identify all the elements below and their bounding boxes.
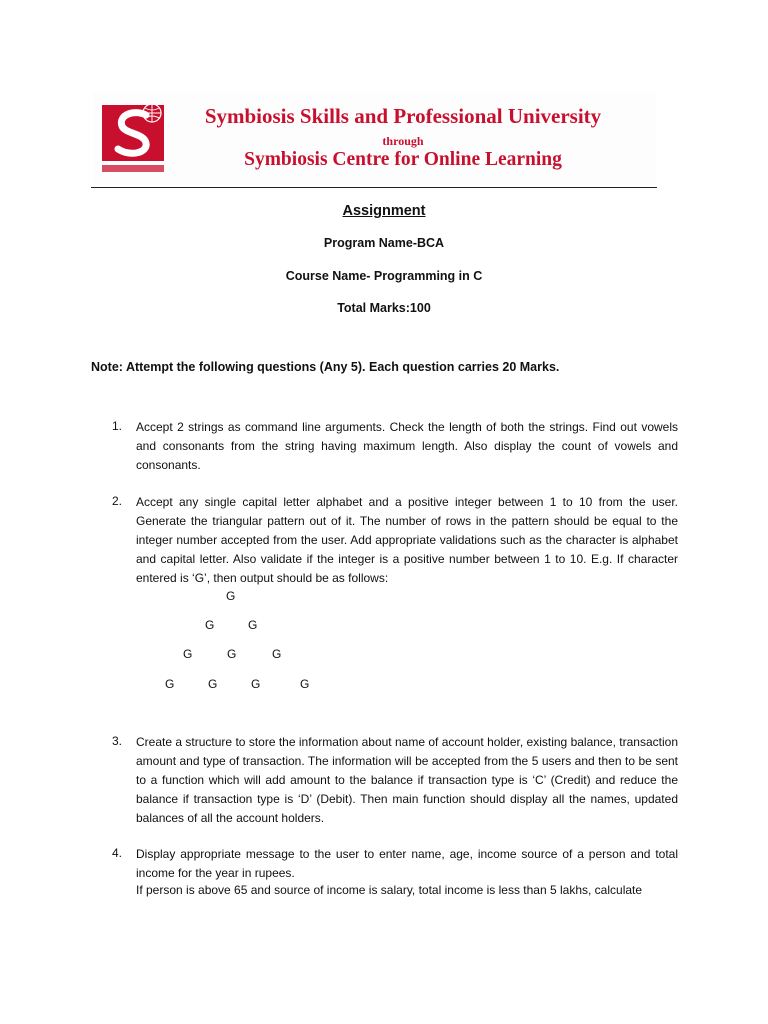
question-text: Create a structure to store the information about name of account holder, existing balance, transaction amount and type of transaction. The information will be accepted from the 5 users and then to be sent to a function which will add amount to the balance if transaction type is ‘C’ (Credit) and reduce the balance if transaction type is ‘D’ (Debit). Then main function should display all the names, updated balances of all the account holders. [136,735,678,825]
question-text: Accept any single capital letter alphabet and a positive integer between 1 to 10 from the user. Generate the triangular pattern out of it. The number of rows in the pattern should be equal to the integer number accepted from the user. Add appropriate validations such as the character is alphabet and capital letter. Also validate if the integer is a positive number between 1 to 10. E.g. If character entered is ‘G’, then output should be as follows: [136,495,678,585]
question-number: 3. [112,734,123,748]
page-title: Assignment [342,203,426,219]
pattern-char: G [227,647,237,661]
centre-name: Symbiosis Centre for Online Learning [244,149,562,170]
course-name: Course Name- Programming in C [285,269,483,283]
question-text: Display appropriate message to the user to enter name, age, income source of a person and total income for the year in rupees. [136,847,678,880]
header-banner [93,93,656,185]
question-number: 4. [112,846,123,860]
question-text-continued: If person is above 65 and source of income is salary, total income is less than 5 lakhs, calculate [136,883,643,897]
pattern-char: G [208,677,218,691]
question-text: Accept 2 strings as command line arguments. Check the length of both the strings. Find out vowels and consonants from the string having maximum length. Also display the count of vowels and consonants. [136,420,678,472]
pattern-char: G [226,589,236,603]
total-marks: Total Marks:100 [337,301,431,315]
pattern-char: G [165,677,175,691]
pattern-char: G [248,618,258,632]
instructions-note: Note: Attempt the following questions (Any 5). Each question carries 20 Marks. [91,360,560,374]
university-logo [100,99,170,177]
pattern-char: G [205,618,215,632]
header-divider [91,187,657,188]
pattern-char: G [183,647,193,661]
pattern-char: G [272,647,282,661]
question-number: 1. [112,419,123,433]
program-name: Program Name-BCA [323,236,445,250]
through-text: through [382,134,424,148]
pattern-char: G [300,677,310,691]
pattern-char: G [251,677,261,691]
university-name: Symbiosis Skills and Professional University [204,104,602,128]
question-number: 2. [112,494,123,508]
